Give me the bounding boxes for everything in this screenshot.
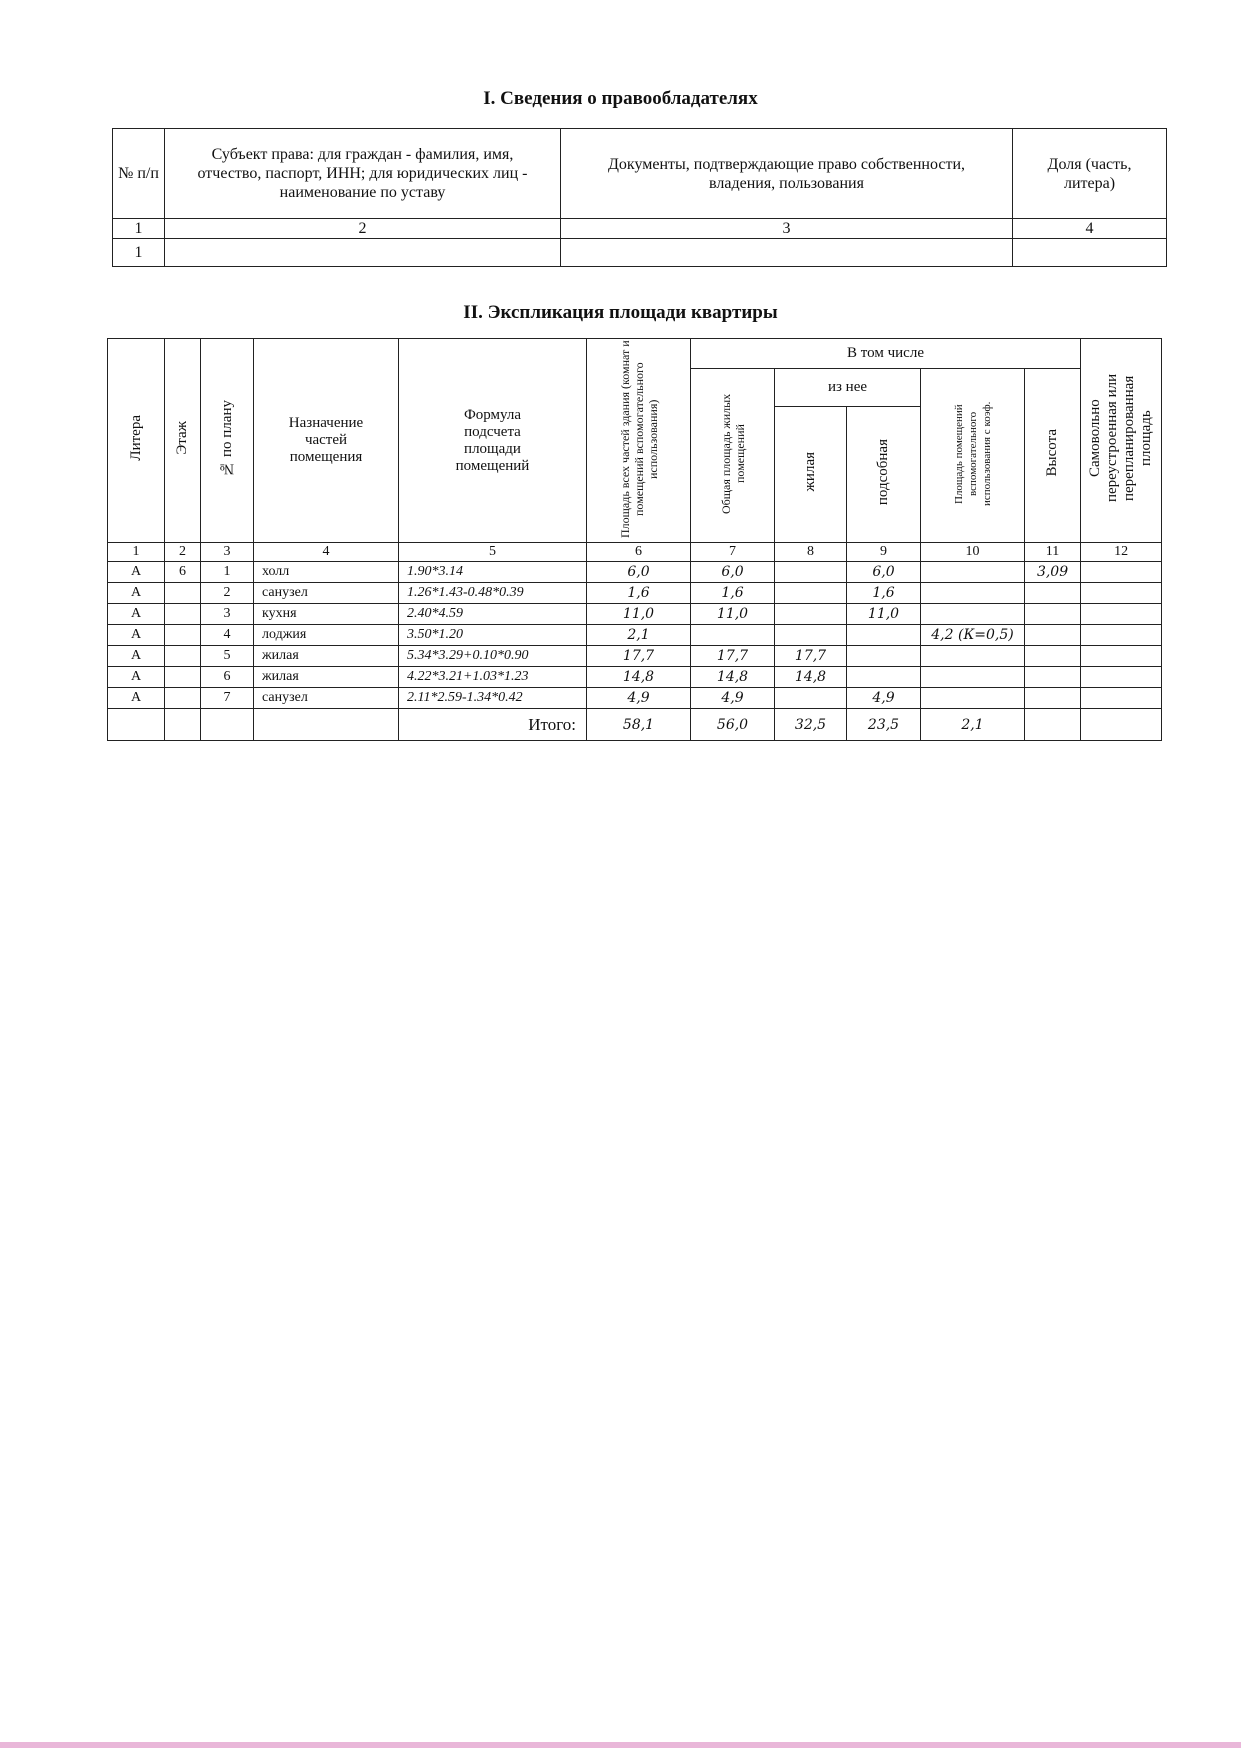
- cell-floor: [165, 646, 201, 667]
- table-row: [108, 562, 1162, 583]
- header-purpose: Назначение частей помещения: [254, 339, 399, 543]
- cell-living-total: 14,8: [691, 667, 775, 688]
- cell-formula: 5.34*3.29+0.10*0.90: [399, 646, 587, 667]
- owners-row-subject: [165, 239, 561, 267]
- cell-living: 14,8: [775, 667, 847, 688]
- totals-living-total: 56,0: [691, 709, 775, 741]
- cell-purpose: санузел: [254, 688, 399, 709]
- cell-height: 3,09: [1025, 562, 1081, 583]
- cell-unauth: [1081, 604, 1162, 625]
- cell-living-total: 11,0: [691, 604, 775, 625]
- owners-header-share: Доля (часть, литера): [1013, 129, 1167, 219]
- header-litera: Литера: [108, 339, 165, 543]
- owners-table: [112, 128, 1167, 267]
- header-aux-coef: Площадь помещений вспомогательного использования с коэф.: [921, 369, 1025, 543]
- cell-no: 5: [201, 646, 254, 667]
- owners-row-no: 1: [113, 239, 165, 267]
- table-row: [108, 583, 1162, 604]
- cell-total: 17,7: [587, 646, 691, 667]
- cell-formula: 2.11*2.59-1.34*0.42: [399, 688, 587, 709]
- cell-litera: А: [108, 562, 165, 583]
- colnum-7: 7: [691, 543, 775, 562]
- cell-coef: [921, 688, 1025, 709]
- cell-unauth: [1081, 625, 1162, 646]
- section1-title: I. Сведения о правообладателях: [483, 88, 758, 109]
- header-unauthorized: Самовольно переустроенная или перепланированная площадь: [1081, 339, 1162, 543]
- colnum-8: 8: [775, 543, 847, 562]
- colnum-4: 4: [254, 543, 399, 562]
- cell-height: [1025, 604, 1081, 625]
- owners-header-no: № п/п: [113, 129, 165, 219]
- colnum-3: 3: [201, 543, 254, 562]
- cell-aux: [847, 625, 921, 646]
- cell-living: 17,7: [775, 646, 847, 667]
- cell-litera: А: [108, 646, 165, 667]
- owners-colnum-4: 4: [1013, 219, 1167, 239]
- header-of-which: из нее: [775, 369, 921, 407]
- cell-formula: 1.26*1.43-0.48*0.39: [399, 583, 587, 604]
- cell-purpose: холл: [254, 562, 399, 583]
- cell-purpose: санузел: [254, 583, 399, 604]
- cell-height: [1025, 625, 1081, 646]
- cell-aux: [847, 667, 921, 688]
- cell-coef: [921, 604, 1025, 625]
- cell-height: [1025, 583, 1081, 604]
- cell-litera: А: [108, 688, 165, 709]
- cell-aux: [847, 646, 921, 667]
- cell-no: 2: [201, 583, 254, 604]
- cell-aux: 1,6: [847, 583, 921, 604]
- cell-formula: 3.50*1.20: [399, 625, 587, 646]
- cell-total: 4,9: [587, 688, 691, 709]
- cell-purpose: жилая: [254, 667, 399, 688]
- colnum-5: 5: [399, 543, 587, 562]
- totals-coef: 2,1: [921, 709, 1025, 741]
- cell-formula: 4.22*3.21+1.03*1.23: [399, 667, 587, 688]
- header-auxiliary: подсобная: [847, 407, 921, 543]
- colnum-1: 1: [108, 543, 165, 562]
- table-row: [108, 625, 1162, 646]
- cell-unauth: [1081, 583, 1162, 604]
- header-height: Высота: [1025, 369, 1081, 543]
- scan-edge-artifact: [0, 1742, 1241, 1748]
- header-floor: Этаж: [165, 339, 201, 543]
- owners-header-subject: Субъект права: для граждан - фамилия, имя, отчество, паспорт, ИНН; для юридических лиц - наименование по уставу: [165, 129, 561, 219]
- header-living: жилая: [775, 407, 847, 543]
- cell-coef: [921, 583, 1025, 604]
- owners-colnum-2: 2: [165, 219, 561, 239]
- header-including: В том числе: [691, 339, 1081, 369]
- totals-living: 32,5: [775, 709, 847, 741]
- colnum-12: 12: [1081, 543, 1162, 562]
- cell-aux: 4,9: [847, 688, 921, 709]
- cell-living: [775, 562, 847, 583]
- cell-aux: 11,0: [847, 604, 921, 625]
- colnum-11: 11: [1025, 543, 1081, 562]
- colnum-10: 10: [921, 543, 1025, 562]
- cell-purpose: лоджия: [254, 625, 399, 646]
- colnum-6: 6: [587, 543, 691, 562]
- cell-no: 1: [201, 562, 254, 583]
- cell-living-total: 17,7: [691, 646, 775, 667]
- cell-litera: А: [108, 667, 165, 688]
- cell-living-total: [691, 625, 775, 646]
- cell-unauth: [1081, 562, 1162, 583]
- header-total-area: Площадь всех частей здания (комнат и помещений вспомогательного использования): [587, 339, 691, 543]
- cell-unauth: [1081, 688, 1162, 709]
- header-plan-no: № по плану: [201, 339, 254, 543]
- totals-aux: 23,5: [847, 709, 921, 741]
- owners-header-documents: Документы, подтверждающие право собственности, владения, пользования: [561, 129, 1013, 219]
- cell-living: [775, 688, 847, 709]
- colnum-2: 2: [165, 543, 201, 562]
- cell-floor: [165, 583, 201, 604]
- cell-formula: 2.40*4.59: [399, 604, 587, 625]
- cell-formula: 1.90*3.14: [399, 562, 587, 583]
- cell-purpose: кухня: [254, 604, 399, 625]
- cell-living: [775, 583, 847, 604]
- table-row: [108, 604, 1162, 625]
- cell-unauth: [1081, 667, 1162, 688]
- cell-living-total: 6,0: [691, 562, 775, 583]
- cell-purpose: жилая: [254, 646, 399, 667]
- cell-no: 6: [201, 667, 254, 688]
- cell-living: [775, 604, 847, 625]
- cell-height: [1025, 646, 1081, 667]
- cell-coef: 4,2 (К=0,5): [921, 625, 1025, 646]
- table-row: [108, 688, 1162, 709]
- colnum-9: 9: [847, 543, 921, 562]
- cell-floor: [165, 625, 201, 646]
- cell-total: 1,6: [587, 583, 691, 604]
- cell-no: 4: [201, 625, 254, 646]
- cell-total: 2,1: [587, 625, 691, 646]
- table-row: [108, 667, 1162, 688]
- table-row: [108, 646, 1162, 667]
- owners-row-documents: [561, 239, 1013, 267]
- header-formula: Формула подсчета площади помещений: [399, 339, 587, 543]
- cell-floor: [165, 688, 201, 709]
- owners-colnum-3: 3: [561, 219, 1013, 239]
- cell-no: 7: [201, 688, 254, 709]
- totals-row: [108, 709, 1162, 741]
- cell-total: 11,0: [587, 604, 691, 625]
- cell-unauth: [1081, 646, 1162, 667]
- cell-living-total: 4,9: [691, 688, 775, 709]
- cell-litera: А: [108, 604, 165, 625]
- cell-floor: [165, 667, 201, 688]
- cell-litera: А: [108, 583, 165, 604]
- cell-coef: [921, 667, 1025, 688]
- cell-coef: [921, 646, 1025, 667]
- cell-floor: [165, 604, 201, 625]
- cell-living: [775, 625, 847, 646]
- totals-label: Итого:: [399, 709, 587, 741]
- explication-table: [107, 338, 1162, 741]
- cell-height: [1025, 667, 1081, 688]
- header-living-total: Общая площадь жилых помещений: [691, 369, 775, 543]
- cell-coef: [921, 562, 1025, 583]
- cell-total: 6,0: [587, 562, 691, 583]
- totals-total: 58,1: [587, 709, 691, 741]
- owners-row-share: [1013, 239, 1167, 267]
- cell-total: 14,8: [587, 667, 691, 688]
- cell-height: [1025, 688, 1081, 709]
- owners-colnum-1: 1: [113, 219, 165, 239]
- section2-title: II. Экспликация площади квартиры: [463, 302, 778, 323]
- cell-living-total: 1,6: [691, 583, 775, 604]
- cell-litera: А: [108, 625, 165, 646]
- cell-aux: 6,0: [847, 562, 921, 583]
- cell-floor: 6: [165, 562, 201, 583]
- cell-no: 3: [201, 604, 254, 625]
